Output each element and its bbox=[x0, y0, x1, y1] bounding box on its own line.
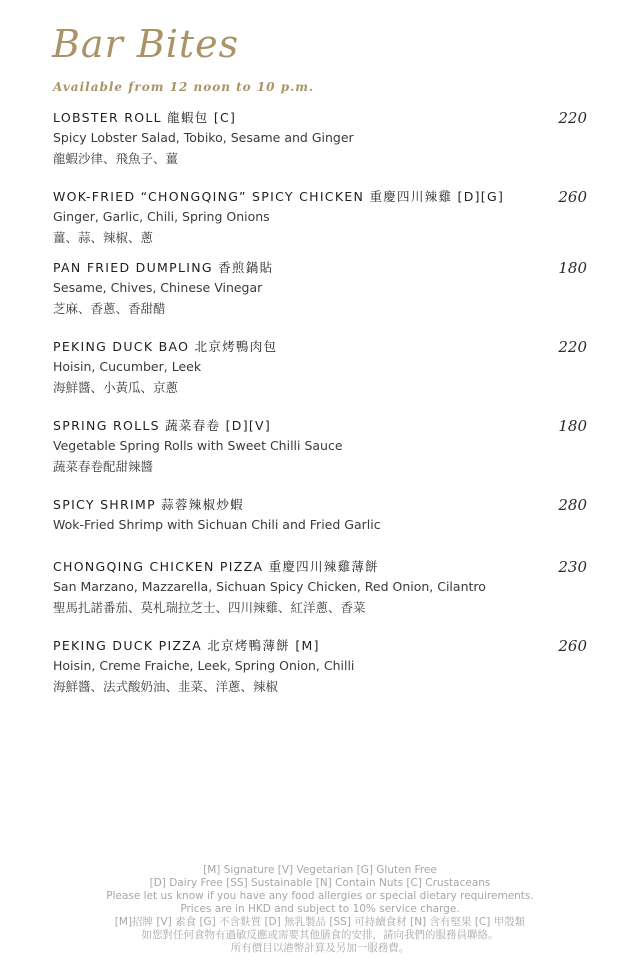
menu-item-pan-fried-dumpling bbox=[53, 258, 593, 319]
footer-allergy-note-chinese: 如您對任何食物有過敏反應或需要其他膳食的安排，請向我們的服務員聯絡。 bbox=[141, 929, 499, 941]
footer-legend-line: [D] Dairy Free [SS] Sustainable [N] Contain Nuts [C] Crustaceans bbox=[149, 877, 491, 889]
availability-note: Available from 12 noon to 10 p.m. bbox=[53, 80, 315, 94]
item-chinese-description: 海鮮醬、法式酸奶油、韭菜、洋蔥、辣椒 bbox=[53, 679, 279, 694]
footer-legend-line: [M] Signature [V] Vegetarian [G] Gluten Free bbox=[203, 864, 437, 876]
item-name: WOK-FRIED “CHONGQING” SPICY CHICKEN 重慶四川辣雞 [D][G] bbox=[53, 189, 505, 204]
item-description: Hoisin, Creme Fraiche, Leek, Spring Onion, Chilli bbox=[53, 658, 355, 673]
menu-item-peking-duck-bao bbox=[53, 337, 593, 398]
item-chinese-description: 薑、蒜、辣椒、蔥 bbox=[53, 230, 154, 245]
item-name: SPICY SHRIMP 蒜蓉辣椒炒蝦 bbox=[53, 497, 244, 512]
item-chinese-description: 聖馬扎諾番茄、莫札瑞拉芝士、四川辣雞、紅洋蔥、香菜 bbox=[53, 600, 366, 615]
item-price: 260 bbox=[558, 637, 587, 655]
item-name: PAN FRIED DUMPLING 香煎鍋貼 bbox=[53, 260, 274, 275]
item-name: SPRING ROLLS 蔬菜春卷 [D][V] bbox=[53, 418, 272, 433]
item-name: PEKING DUCK PIZZA 北京烤鴨薄餅 [M] bbox=[53, 638, 320, 653]
item-description: Ginger, Garlic, Chili, Spring Onions bbox=[53, 209, 270, 224]
item-price: 230 bbox=[558, 558, 587, 576]
item-description: Spicy Lobster Salad, Tobiko, Sesame and Ginger bbox=[53, 130, 354, 145]
item-price: 220 bbox=[558, 109, 587, 127]
menu-item-peking-duck-pizza bbox=[53, 636, 593, 697]
item-chinese-description: 芝麻、香蔥、香甜醋 bbox=[53, 301, 166, 316]
footer-allergy-note: Please let us know if you have any food allergies or special dietary requirements. bbox=[106, 890, 534, 902]
menu-list bbox=[53, 108, 593, 715]
menu-item-spring-rolls bbox=[53, 416, 593, 477]
item-name: LOBSTER ROLL 龍蝦包 [C] bbox=[53, 110, 237, 125]
item-description: Vegetable Spring Rolls with Sweet Chilli Sauce bbox=[53, 438, 343, 453]
item-chinese-description: 海鮮醬、小黃瓜、京蔥 bbox=[53, 380, 179, 395]
item-price: 220 bbox=[558, 338, 587, 356]
item-chinese-description: 龍蝦沙律、飛魚子、薑 bbox=[53, 151, 179, 166]
item-price: 260 bbox=[558, 188, 587, 206]
item-price: 180 bbox=[558, 259, 587, 277]
item-name: CHONGQING CHICKEN PIZZA 重慶四川辣雞薄餅 bbox=[53, 559, 379, 574]
footer-legend-chinese: [M]招牌 [V] 素食 [G] 不含麩質 [D] 無乳製品 [SS] 可持續食材 [N] 含有堅果 [C] 甲殼類 bbox=[114, 916, 526, 928]
item-chinese-description: 蔬菜春卷配甜辣醬 bbox=[53, 459, 154, 474]
item-price: 280 bbox=[558, 496, 587, 514]
menu-item-chongqing-chicken-pizza bbox=[53, 557, 593, 618]
footer-notes bbox=[0, 864, 640, 955]
item-description: Hoisin, Cucumber, Leek bbox=[53, 359, 202, 374]
menu-item-spicy-shrimp bbox=[53, 495, 593, 535]
item-description: Sesame, Chives, Chinese Vinegar bbox=[53, 280, 263, 295]
item-price: 180 bbox=[558, 417, 587, 435]
menu-title: Bar Bites bbox=[52, 22, 240, 66]
item-description: San Marzano, Mazzarella, Sichuan Spicy Chicken, Red Onion, Cilantro bbox=[53, 579, 486, 594]
item-description: Wok-Fried Shrimp with Sichuan Chili and Fried Garlic bbox=[53, 517, 381, 532]
menu-item-lobster-roll bbox=[53, 108, 593, 169]
item-name: PEKING DUCK BAO 北京烤鴨肉包 bbox=[53, 339, 278, 354]
footer-price-note: Prices are in HKD and subject to 10% service charge. bbox=[180, 903, 460, 915]
menu-item-chongqing-chicken bbox=[53, 187, 593, 248]
footer-price-note-chinese: 所有價目以港幣計算及另加一服務費。 bbox=[230, 942, 410, 954]
